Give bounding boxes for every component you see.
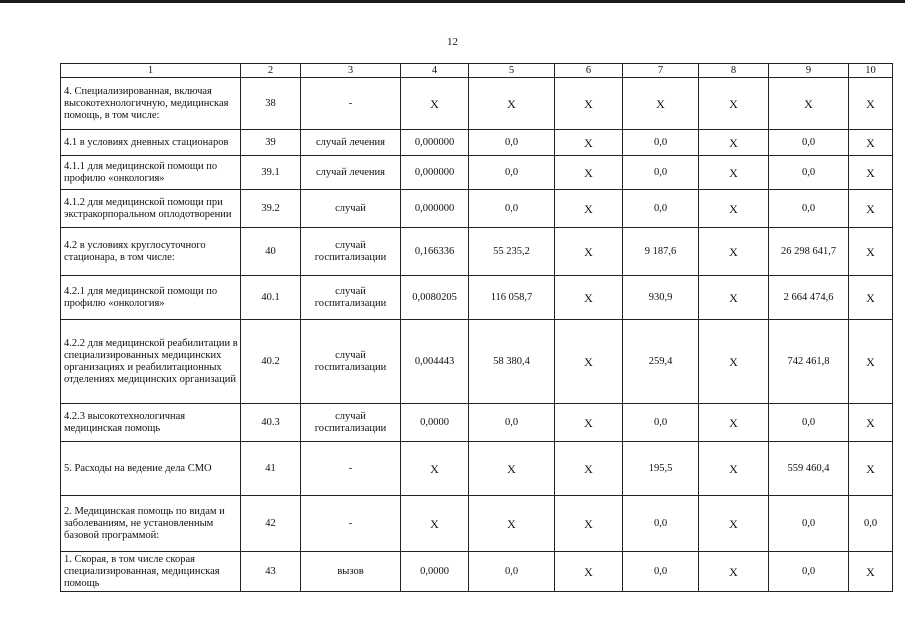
table-cell: 0,0 — [769, 130, 849, 156]
table-cell: 0,0 — [623, 190, 699, 228]
table-cell: X — [555, 130, 623, 156]
table-cell: случай госпитализации — [301, 320, 401, 404]
row-label-cell: 4.2.1 для медицинской помощи по профилю «онкология» — [61, 276, 241, 320]
table-row — [61, 156, 893, 190]
header-cell: 9 — [769, 64, 849, 78]
table-cell: 9 187,6 — [623, 228, 699, 276]
table-cell: - — [301, 496, 401, 552]
table-cell: X — [623, 78, 699, 130]
table-cell: X — [401, 496, 469, 552]
table-cell: 0,0 — [469, 190, 555, 228]
table-cell: X — [849, 552, 893, 592]
row-label-cell: 5. Расходы на ведение дела СМО — [61, 442, 241, 496]
table-cell: 0,000000 — [401, 130, 469, 156]
table-cell: X — [555, 552, 623, 592]
table-cell: X — [699, 552, 769, 592]
table-cell: X — [699, 78, 769, 130]
table-cell: 0,0 — [469, 130, 555, 156]
row-label-cell: 4.1.2 для медицинской помощи при экстракорпоральном оплодотворении — [61, 190, 241, 228]
table-cell: X — [849, 130, 893, 156]
table-cell: 0,000000 — [401, 190, 469, 228]
header-cell: 7 — [623, 64, 699, 78]
header-cell: 8 — [699, 64, 769, 78]
row-label-cell: 2. Медицинская помощь по видам и заболеваниям, не установленным базовой программой: — [61, 496, 241, 552]
table-cell: 0,0 — [769, 404, 849, 442]
table-cell: 0,0080205 — [401, 276, 469, 320]
table-cell: вызов — [301, 552, 401, 592]
table-cell: 43 — [241, 552, 301, 592]
table-cell: X — [849, 442, 893, 496]
row-label-cell: 4. Специализированная, включая высокотехнологичную, медицинская помощь, в том числе: — [61, 78, 241, 130]
table-cell: X — [699, 156, 769, 190]
table-cell: X — [555, 190, 623, 228]
table-cell: 0,166336 — [401, 228, 469, 276]
table-cell: 0,0 — [623, 130, 699, 156]
table-cell: 41 — [241, 442, 301, 496]
table-cell: 0,0 — [623, 496, 699, 552]
table-cell: X — [555, 442, 623, 496]
table-cell: 0,0 — [623, 156, 699, 190]
table-cell: X — [469, 496, 555, 552]
table-cell: 930,9 — [623, 276, 699, 320]
table-cell: 259,4 — [623, 320, 699, 404]
table-cell: 0,0 — [623, 552, 699, 592]
table-cell: X — [699, 190, 769, 228]
table-cell: X — [555, 156, 623, 190]
table-cell: - — [301, 78, 401, 130]
table-cell: X — [401, 78, 469, 130]
table-cell: 0,0 — [769, 190, 849, 228]
table-row — [61, 78, 893, 130]
table-cell: X — [699, 130, 769, 156]
header-row — [61, 64, 893, 78]
table-cell: X — [469, 78, 555, 130]
table-cell: 0,0 — [469, 404, 555, 442]
header-cell: 1 — [61, 64, 241, 78]
table-cell: 0,0000 — [401, 404, 469, 442]
table-cell: X — [699, 276, 769, 320]
table-cell: X — [849, 320, 893, 404]
table-cell: 0,0 — [469, 552, 555, 592]
row-label-cell: 4.2.3 высокотехнологичная медицинская помощь — [61, 404, 241, 442]
table-cell: X — [699, 442, 769, 496]
table-cell: случай госпитализации — [301, 228, 401, 276]
table-cell: X — [849, 156, 893, 190]
table-cell: 195,5 — [623, 442, 699, 496]
top-border-line — [0, 0, 905, 3]
table-cell: 742 461,8 — [769, 320, 849, 404]
table-cell: X — [469, 442, 555, 496]
row-label-cell: 4.2 в условиях круглосуточного стационара, в том числе: — [61, 228, 241, 276]
table-cell: X — [555, 320, 623, 404]
table-cell: 39.1 — [241, 156, 301, 190]
table-cell: - — [301, 442, 401, 496]
header-cell: 2 — [241, 64, 301, 78]
table-cell: X — [769, 78, 849, 130]
table-cell: X — [699, 228, 769, 276]
table-cell: X — [555, 496, 623, 552]
table-cell: 559 460,4 — [769, 442, 849, 496]
row-label-cell: 4.1 в условиях дневных стационаров — [61, 130, 241, 156]
table-cell: X — [699, 404, 769, 442]
table-cell: 55 235,2 — [469, 228, 555, 276]
table-cell: случай — [301, 190, 401, 228]
table-cell: 0,0 — [769, 496, 849, 552]
header-cell: 6 — [555, 64, 623, 78]
table-cell: 42 — [241, 496, 301, 552]
table-row — [61, 228, 893, 276]
table-cell: случай лечения — [301, 130, 401, 156]
table-cell: X — [555, 404, 623, 442]
table-row — [61, 496, 893, 552]
table-cell: 2 664 474,6 — [769, 276, 849, 320]
table-cell: X — [849, 190, 893, 228]
table-cell: случай госпитализации — [301, 276, 401, 320]
row-label-cell: 1. Скорая, в том числе скорая специализированная, медицинская помощь — [61, 552, 241, 592]
table-cell: X — [555, 228, 623, 276]
data-table — [60, 63, 893, 592]
table-cell: 39.2 — [241, 190, 301, 228]
table-cell: X — [699, 320, 769, 404]
header-cell: 3 — [301, 64, 401, 78]
header-cell: 10 — [849, 64, 893, 78]
table-row — [61, 404, 893, 442]
table-cell: X — [849, 228, 893, 276]
table-cell: X — [699, 496, 769, 552]
table-cell: случай госпитализации — [301, 404, 401, 442]
header-cell: 5 — [469, 64, 555, 78]
table-cell: 38 — [241, 78, 301, 130]
table-row — [61, 552, 893, 592]
table-cell: 0,004443 — [401, 320, 469, 404]
table-cell: 0,0 — [769, 552, 849, 592]
table-cell: X — [849, 404, 893, 442]
table-cell: 0,000000 — [401, 156, 469, 190]
table-cell: 39 — [241, 130, 301, 156]
table-cell: 0,0 — [469, 156, 555, 190]
row-label-cell: 4.1.1 для медицинской помощи по профилю «онкология» — [61, 156, 241, 190]
table-cell: 40.3 — [241, 404, 301, 442]
table-cell: 116 058,7 — [469, 276, 555, 320]
page-number: 12 — [447, 36, 458, 48]
table-cell: X — [401, 442, 469, 496]
table-row — [61, 130, 893, 156]
table-row — [61, 276, 893, 320]
table-cell: 58 380,4 — [469, 320, 555, 404]
table-cell: 0,0 — [623, 404, 699, 442]
table-row — [61, 190, 893, 228]
table-body — [61, 78, 893, 592]
table-cell: 40.1 — [241, 276, 301, 320]
header-cell: 4 — [401, 64, 469, 78]
table-cell: X — [849, 276, 893, 320]
table-cell: 40.2 — [241, 320, 301, 404]
table-cell: случай лечения — [301, 156, 401, 190]
table-cell: X — [555, 276, 623, 320]
table-row — [61, 442, 893, 496]
table-cell: 0,0 — [769, 156, 849, 190]
table-cell: 40 — [241, 228, 301, 276]
table-cell: 26 298 641,7 — [769, 228, 849, 276]
table-row — [61, 320, 893, 404]
table-cell: X — [849, 78, 893, 130]
table-cell: X — [555, 78, 623, 130]
table-cell: 0,0 — [849, 496, 893, 552]
row-label-cell: 4.2.2 для медицинской реабилитации в специализированных медицинских организациях и реабилитационных отделениях медицинских организаций — [61, 320, 241, 404]
table-cell: 0,0000 — [401, 552, 469, 592]
